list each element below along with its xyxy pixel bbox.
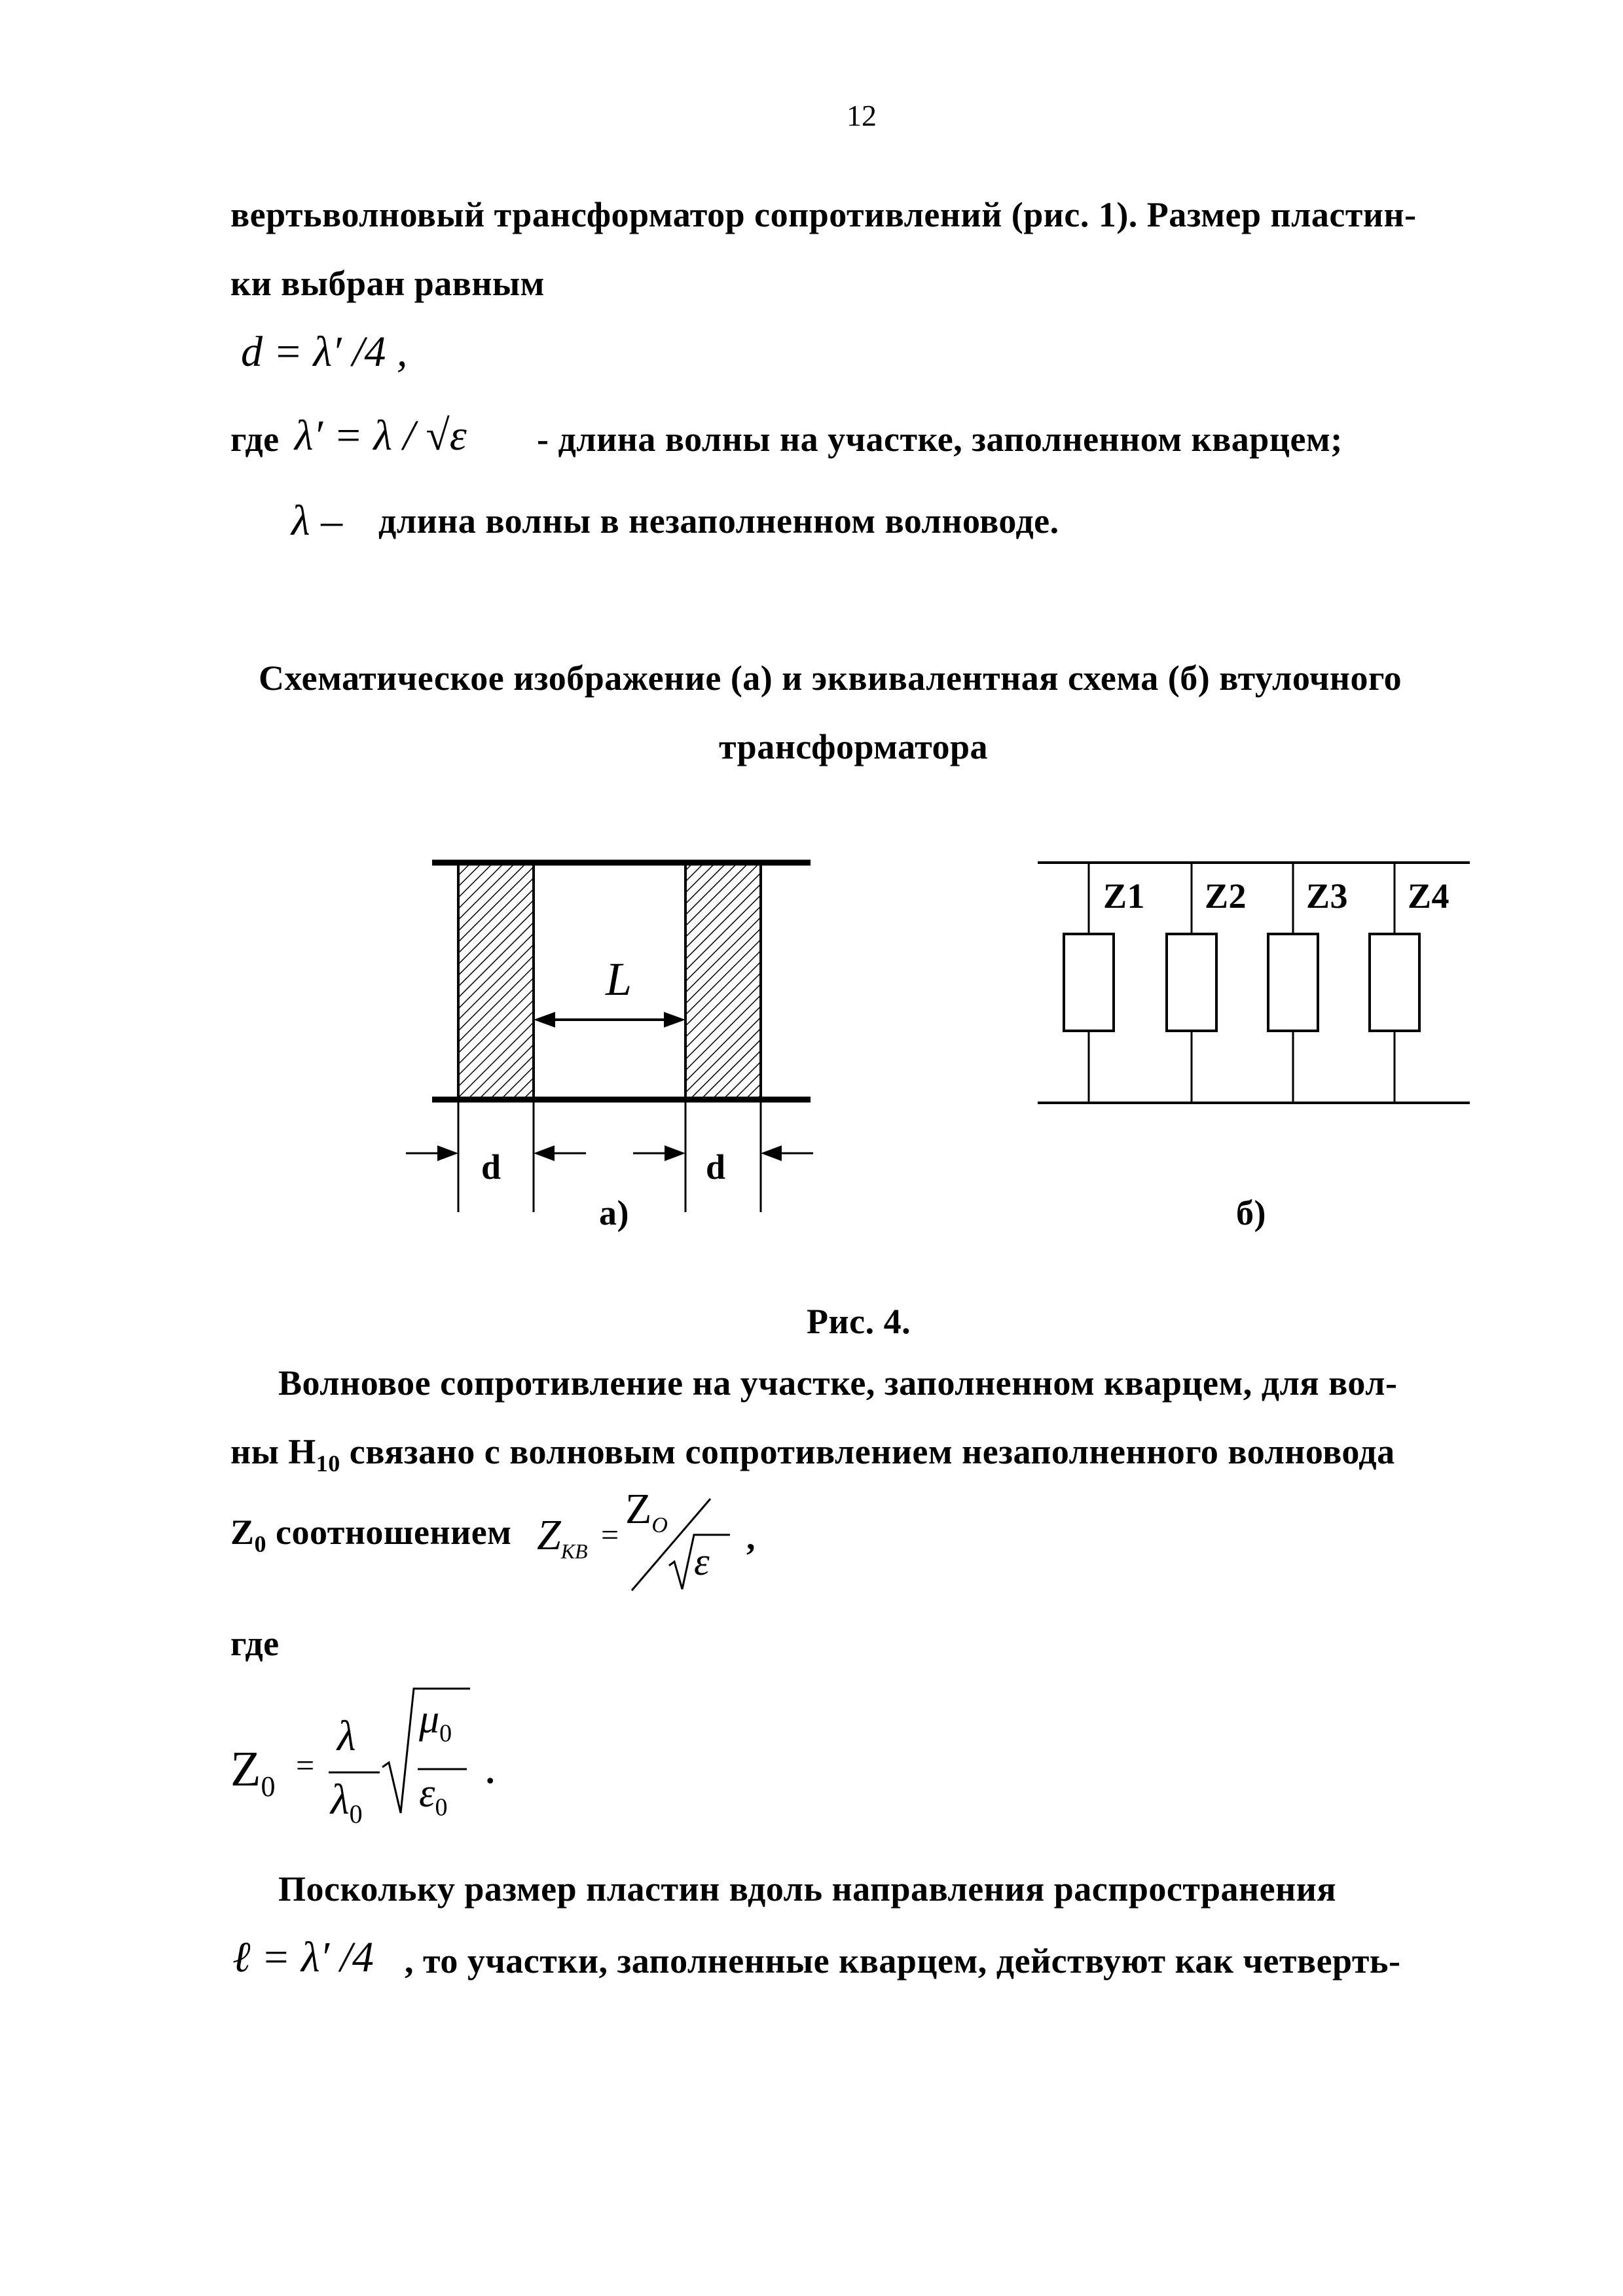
zkv-lhs: $Z_{КВ}$ — [537, 1511, 588, 1564]
where2-label: где — [230, 1624, 280, 1663]
paragraph1-line1: вертьволновый трансформатор сопротивлений (рис. 1). Размер пластин- — [230, 195, 1417, 234]
d-label-1: d — [481, 1147, 501, 1187]
length-arrow-right — [664, 1012, 685, 1028]
lambda-description: длина волны в незаполненном волноводе. — [378, 501, 1059, 541]
zkv-eq: = — [601, 1518, 619, 1552]
lambda-symbol: λ – — [291, 497, 343, 545]
label-z4: Z4 — [1408, 876, 1450, 916]
formula-lambda-prime: λ′ = λ / √ε — [295, 412, 467, 459]
figure-title-line2: трансформатора — [719, 727, 989, 766]
lambda-prime-description: - длина волны на участке, заполненном кварцем; — [537, 420, 1343, 459]
where-label: где — [230, 420, 280, 459]
formula-d: d = λ′ /4 , — [241, 328, 408, 376]
paragraph1-line2: ки выбран равным — [230, 264, 545, 303]
formula-ell: ℓ = λ′ /4 — [232, 1933, 374, 1981]
impedance-box-z4 — [1370, 934, 1419, 1031]
length-arrow-left — [534, 1012, 555, 1028]
length-label: L — [606, 953, 632, 1005]
z0-root-denominator: $\varepsilon_0$ — [419, 1771, 448, 1821]
caption-b: б) — [1236, 1193, 1266, 1232]
zkv-numerator: $Z_O$ — [625, 1485, 668, 1538]
figure-title-line1: Схематическое изображение (а) и эквивалентная схема (б) втулочного — [259, 658, 1402, 698]
paragraph2-line2: ны $H_{10}$ связано с волновым сопротивлением незаполненного волновода — [230, 1432, 1395, 1477]
z0-period: . — [486, 1751, 495, 1791]
z0-fraction-numerator: λ — [337, 1712, 356, 1760]
d1-arrow-left-head — [437, 1145, 458, 1161]
d-label-2: d — [706, 1147, 726, 1187]
paragraph3-line1: Поскольку размер пластин вдоль направления распространения — [278, 1869, 1337, 1909]
d1-arrow-right-head — [534, 1145, 555, 1161]
d2-arrow-left-head — [665, 1145, 685, 1161]
zkv-denominator-epsilon: ε — [694, 1540, 710, 1583]
z0-fraction-denominator: $\lambda_0$ — [331, 1776, 363, 1829]
paragraph3-line2: , то участки, заполненные кварцем, действуют как четверть- — [405, 1941, 1401, 1981]
label-z1: Z1 — [1103, 876, 1146, 916]
paragraph2-line3: $Z_0$ соотношением — [230, 1513, 512, 1557]
label-z2: Z2 — [1205, 876, 1247, 916]
caption-a: а) — [599, 1193, 629, 1232]
z0-lhs: $Z_0$ — [230, 1742, 276, 1803]
impedance-box-z2 — [1167, 934, 1216, 1031]
z0-root-numerator: $\mu_0$ — [419, 1697, 452, 1748]
impedance-box-z3 — [1268, 934, 1318, 1031]
paragraph2-line1: Волновое сопротивление на участке, заполненном кварцем, для вол- — [278, 1363, 1398, 1403]
zkv-comma: , — [746, 1518, 756, 1557]
quartz-plate-right — [685, 863, 761, 1100]
impedance-box-z1 — [1064, 934, 1114, 1031]
quartz-plate-left — [458, 863, 534, 1100]
page-number: 12 — [847, 99, 877, 132]
d2-arrow-right-head — [761, 1145, 782, 1161]
z0-eq: = — [296, 1747, 315, 1784]
label-z3: Z3 — [1306, 876, 1349, 916]
figure-caption: Рис. 4. — [807, 1302, 911, 1341]
